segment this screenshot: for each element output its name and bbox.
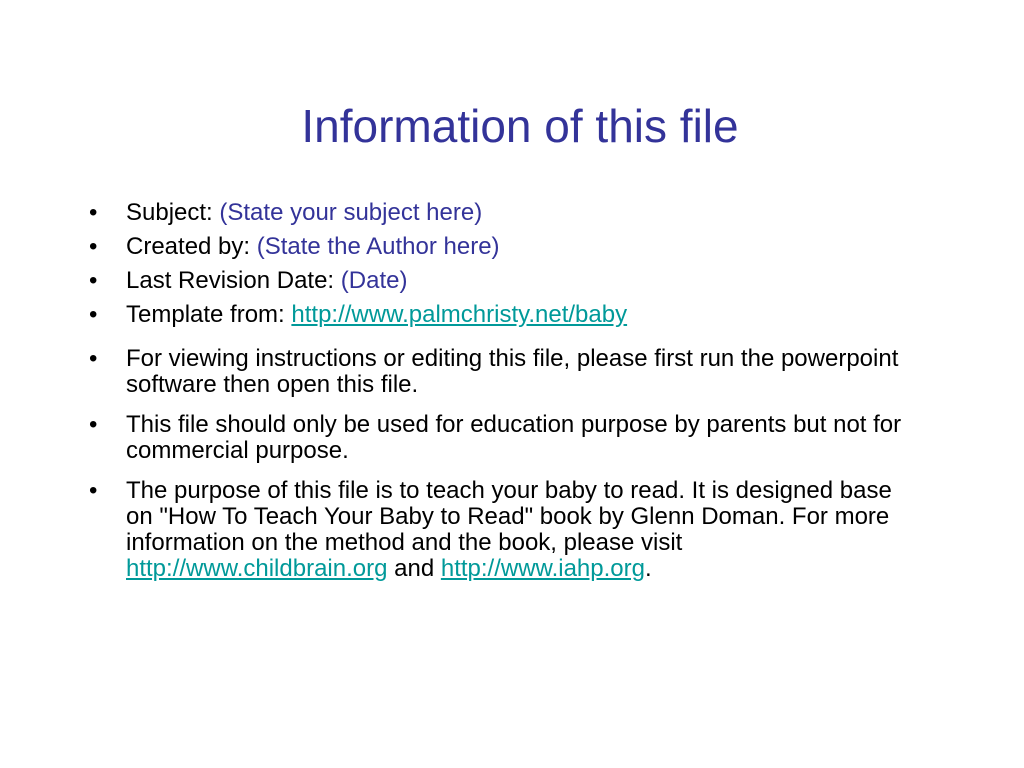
slide-title: Information of this file bbox=[301, 100, 739, 152]
revision-date-value: (Date) bbox=[340, 267, 408, 294]
purpose-and-text: and bbox=[387, 555, 441, 582]
viewing-instructions-text: For viewing instructions or editing this file, please first run the powerpoint software then open this file. bbox=[126, 345, 899, 398]
list-item-template bbox=[80, 298, 920, 332]
bullet-icon: • bbox=[89, 199, 98, 226]
subject-value: (State your subject here) bbox=[219, 199, 483, 226]
list-item-usage-policy bbox=[80, 412, 920, 464]
author-value: (State the Author here) bbox=[256, 233, 500, 260]
list-item-viewing-instructions bbox=[80, 346, 920, 398]
bullet-list bbox=[80, 196, 920, 582]
list-item-author bbox=[80, 230, 920, 264]
purpose-text: The purpose of this file is to teach your baby to read. It is designed base on "How To Teach Your Baby to Read" book by Glenn Doman. For more information on the method and the book, please visit bbox=[126, 477, 892, 556]
template-link[interactable]: http://www.palmchristy.net/baby bbox=[291, 301, 628, 328]
bullet-icon: • bbox=[89, 233, 98, 260]
usage-policy-text: This file should only be used for education purpose by parents but not for commercial purpose. bbox=[126, 411, 902, 464]
bullet-icon: • bbox=[89, 345, 98, 372]
bullet-icon: • bbox=[89, 477, 98, 504]
childbrain-link[interactable]: http://www.childbrain.org bbox=[126, 555, 388, 582]
revision-date-label: Last Revision Date: bbox=[126, 267, 341, 294]
bullet-icon: • bbox=[89, 267, 98, 294]
list-item-purpose bbox=[80, 478, 920, 582]
list-item-subject bbox=[80, 196, 920, 230]
author-label: Created by: bbox=[126, 233, 257, 260]
purpose-end-text: . bbox=[644, 555, 652, 582]
bullet-icon: • bbox=[89, 301, 98, 328]
list-item-revision-date bbox=[80, 264, 920, 298]
bullet-icon: • bbox=[89, 411, 98, 438]
iahp-link[interactable]: http://www.iahp.org bbox=[440, 555, 645, 582]
subject-label: Subject: bbox=[126, 199, 220, 226]
template-label: Template from: bbox=[126, 301, 292, 328]
